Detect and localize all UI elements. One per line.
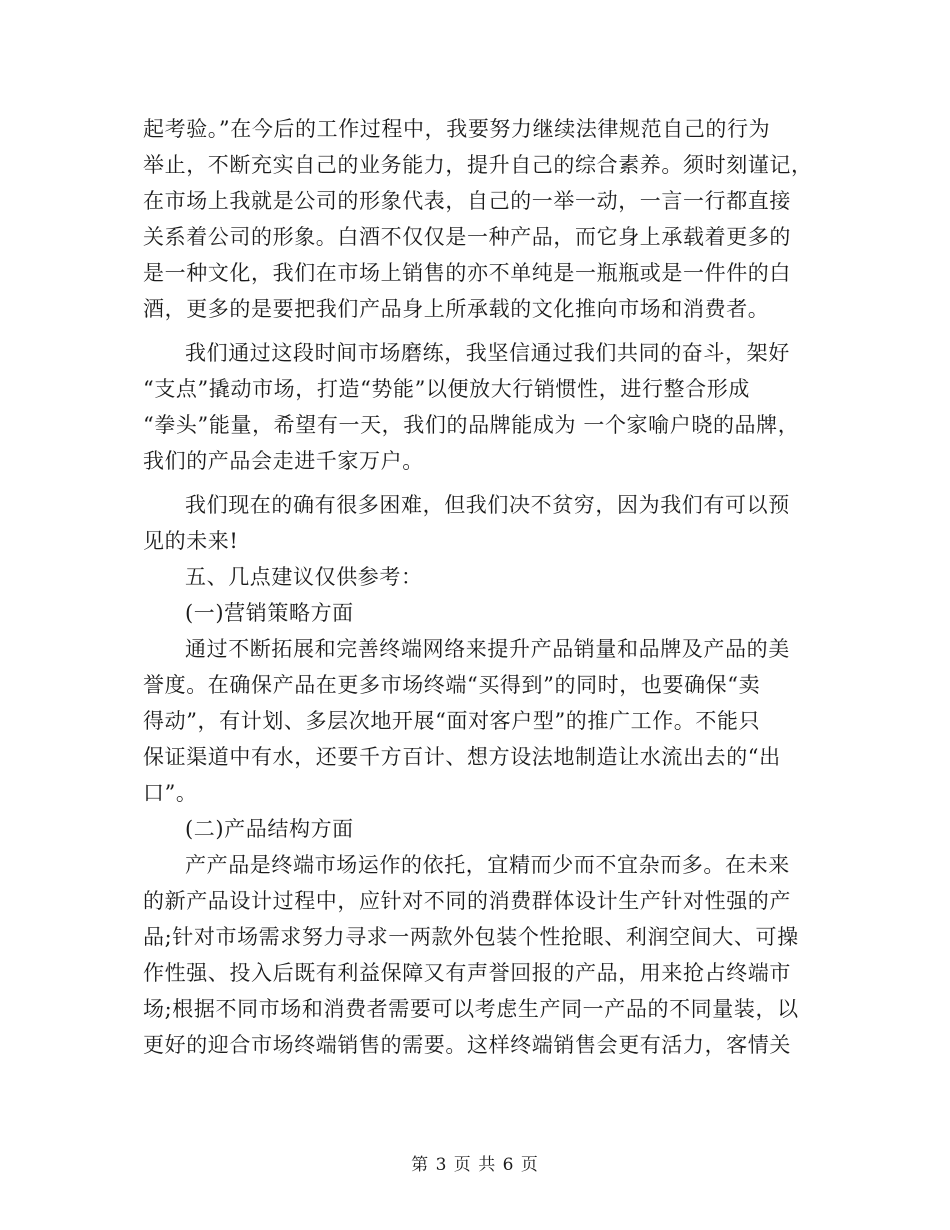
subsection-heading: (一)营销策略方面 — [185, 601, 354, 625]
text-line: 我们通过这段时间市场磨练，我坚信通过我们共同的奋斗，架好 — [185, 341, 790, 365]
text-line: 起考验。”在今后的工作过程中，我要努力继续法律规范自己的行为 — [143, 117, 771, 141]
text-line: 口”。 — [143, 781, 198, 805]
page-number-footer: 第 3 页 共 6 页 — [411, 1155, 539, 1175]
text-line: 得动”，有计划、多层次地开展“面对客户型”的推广工作。不能只 — [143, 709, 761, 733]
text-line: 是一种文化，我们在市场上销售的亦不单纯是一瓶瓶或是一件件的白 — [143, 261, 791, 285]
text-line: “支点”撬动市场，打造“势能”以便放大行销惯性，进行整合形成 — [143, 377, 750, 401]
text-line: 举止，不断充实自己的业务能力，提升自己的综合素养。须时刻谨记， — [143, 153, 813, 177]
text-line: 品;针对市场需求努力寻求一两款外包装个性抢眼、利润空间大、可操 — [143, 925, 799, 949]
text-line: 誉度。在确保产品在更多市场终端“买得到”的同时，也要确保“卖 — [143, 673, 761, 697]
subsection-heading: (二)产品结构方面 — [185, 817, 354, 841]
text-line: 我们的产品会走进千家万户。 — [143, 449, 424, 473]
text-line: 见的未来! — [143, 529, 239, 553]
text-line: 产产品是终端市场运作的依托，宜精而少而不宜杂而多。在未来 — [185, 853, 790, 877]
text-line: 作性强、投入后既有利益保障又有声誉回报的产品，用来抢占终端市 — [143, 961, 791, 985]
text-line: 通过不断拓展和完善终端网络来提升产品销量和品牌及产品的美 — [185, 637, 790, 661]
text-line: 场;根据不同市场和消费者需要可以考虑生产同一产品的不同量装，以 — [143, 997, 799, 1021]
text-line: “拳头”能量，希望有一天，我们的品牌能成为 一个家喻户晓的品牌， — [143, 413, 800, 437]
text-line: 保证渠道中有水，还要千方百计、想方设法地制造让水流出去的“出 — [143, 745, 781, 769]
text-line: 关系着公司的形象。白酒不仅仅是一种产品，而它身上承载着更多的 — [143, 225, 791, 249]
text-line: 在市场上我就是公司的形象代表，自己的一举一动，一言一行都直接 — [143, 189, 791, 213]
text-line: 的新产品设计过程中，应针对不同的消费群体设计生产针对性强的产 — [143, 889, 791, 913]
section-heading: 五、几点建议仅供参考： — [185, 565, 423, 589]
text-line: 我们现在的确有很多困难，但我们决不贫穷，因为我们有可以预 — [185, 493, 790, 517]
text-line: 酒，更多的是要把我们产品身上所承载的文化推向市场和消费者。 — [143, 297, 770, 321]
text-line: 更好的迎合市场终端销售的需要。这样终端销售会更有活力，客情关 — [143, 1033, 791, 1057]
